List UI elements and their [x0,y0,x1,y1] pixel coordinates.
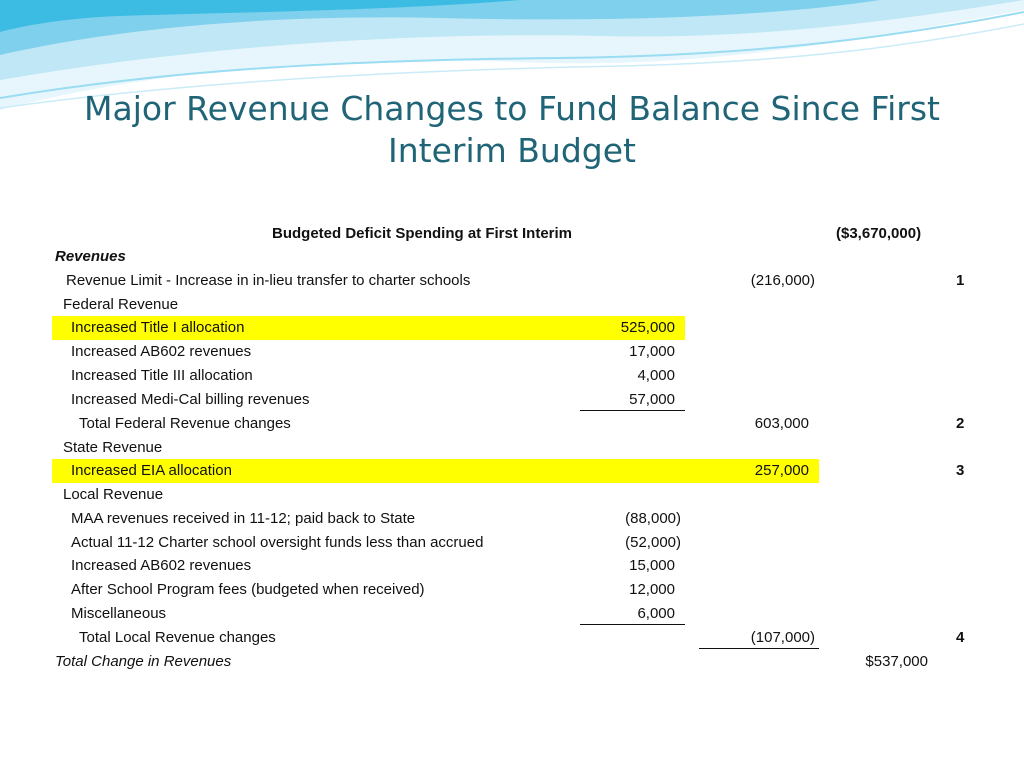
state-item-row [0,459,1024,483]
local-item-label: Actual 11-12 Charter school oversight funds less than accrued [71,534,484,551]
state-item-label: Increased EIA allocation [71,462,232,479]
federal-item-label: Increased AB602 revenues [71,343,252,360]
grand-total-row [0,650,1024,674]
local-heading-row [0,483,1024,507]
local-item-label: MAA revenues received in 11-12; paid back to State [71,510,416,527]
local-item-amount: (52,000) [625,534,681,551]
local-note: 4 [956,629,965,646]
header-label: Budgeted Deficit Spending at First Interim [272,225,573,242]
federal-heading: Federal Revenue [63,296,179,313]
federal-total-row [0,412,1024,436]
section-revenues-label: Revenues [55,248,126,265]
table-row [0,554,1024,578]
section-revenues-row [0,245,1024,269]
local-item-amount: 6,000 [637,605,675,622]
federal-item-amount: 4,000 [637,367,675,384]
local-item-label: After School Program fees (budgeted when received) [71,581,425,598]
table-row [0,364,1024,388]
local-total-amount: (107,000) [750,629,815,646]
table-row [0,578,1024,602]
table-row [0,602,1024,626]
revenue-limit-label: Revenue Limit - Increase in in-lieu transfer to charter schools [66,272,471,289]
table-row [0,507,1024,531]
slide-title [0,88,1024,172]
subtotal-underline [580,410,685,411]
local-item-label: Increased AB602 revenues [71,557,252,574]
header-amount: ($3,670,000) [836,225,922,242]
local-item-amount: 12,000 [629,581,675,598]
subtotal-underline [580,624,685,625]
state-heading: State Revenue [63,439,163,456]
revenue-limit-row [0,269,1024,293]
local-item-label: Miscellaneous [71,605,167,622]
table-row [0,531,1024,555]
federal-item-amount: 57,000 [629,391,675,408]
federal-item-amount: 525,000 [620,319,675,336]
state-heading-row [0,436,1024,460]
revenue-limit-amount: (216,000) [750,272,815,289]
table-row [0,316,1024,340]
local-item-amount: (88,000) [625,510,681,527]
federal-total-amount: 603,000 [754,415,809,432]
state-note: 3 [956,462,965,479]
table-row [0,340,1024,364]
federal-total-label: Total Federal Revenue changes [79,415,291,432]
slide-title-line-1: Major Revenue Changes to Fund Balance Since First [84,89,940,128]
federal-note: 2 [956,415,965,432]
state-item-amount: 257,000 [754,462,809,479]
local-total-row [0,626,1024,650]
federal-item-amount: 17,000 [629,343,675,360]
total-underline [699,648,819,649]
table-row [0,388,1024,412]
grand-total-amount: $537,000 [865,653,928,670]
federal-item-label: Increased Medi-Cal billing revenues [71,391,310,408]
slide-title-line-2: Interim Budget [388,131,636,170]
federal-heading-row [0,293,1024,317]
local-heading: Local Revenue [63,486,164,503]
local-total-label: Total Local Revenue changes [79,629,276,646]
local-item-amount: 15,000 [629,557,675,574]
revenue-limit-note: 1 [956,272,965,289]
federal-item-label: Increased Title III allocation [71,367,253,384]
table-header-row [0,222,1024,246]
federal-item-label: Increased Title I allocation [71,319,245,336]
grand-total-label: Total Change in Revenues [55,653,232,670]
